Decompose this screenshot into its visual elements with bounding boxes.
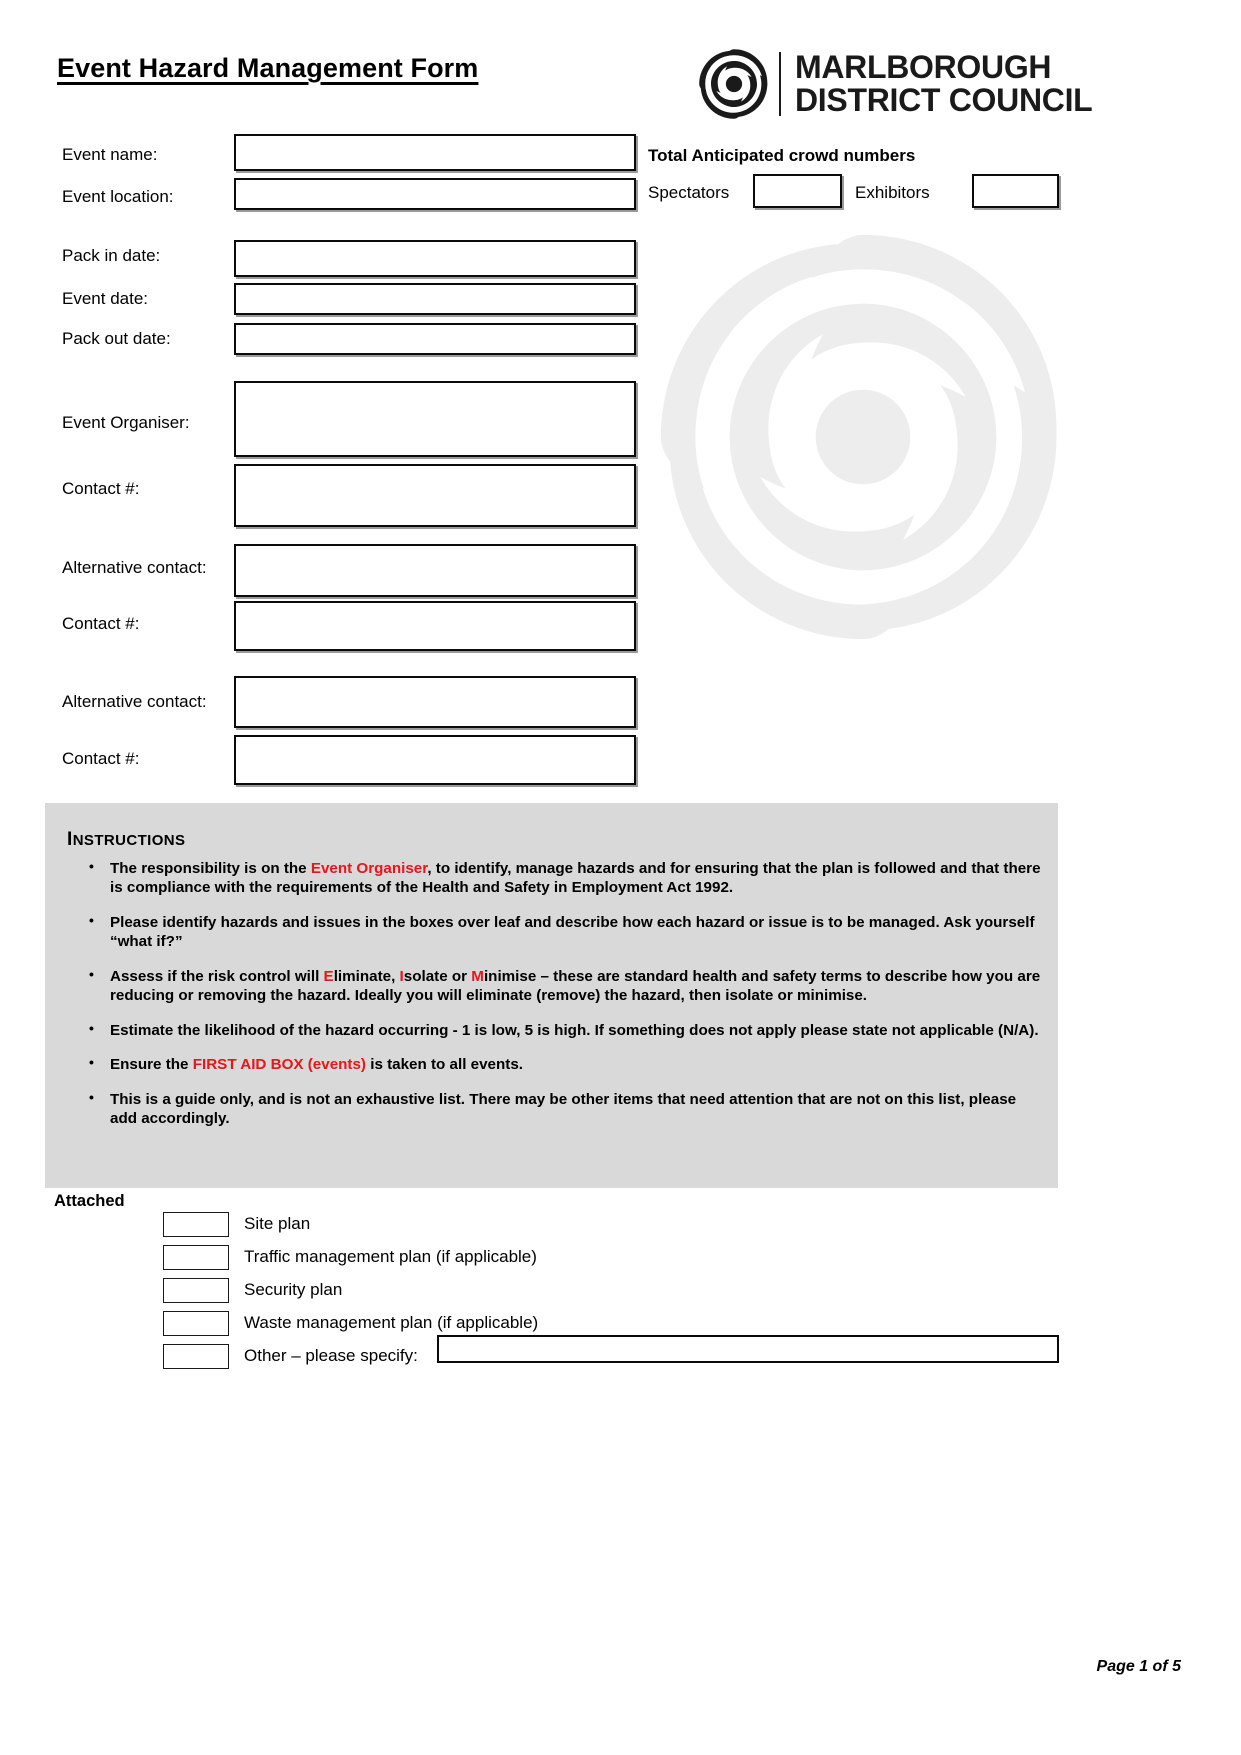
attached-label-traffic-management-plan: Traffic management plan (if applicable) (244, 1247, 537, 1266)
crowd-numbers-heading: Total Anticipated crowd numbers (648, 146, 916, 165)
instructions-list (67, 859, 1042, 1144)
input-exhibitors[interactable] (972, 174, 1059, 208)
logo-line-marlborough: MARLBOROUGH (795, 49, 1052, 86)
instruction-text: is taken to all events. (366, 1056, 523, 1074)
instruction-highlight: M (471, 967, 484, 985)
attached-row-traffic-management-plan[interactable] (163, 1244, 537, 1270)
watermark-spiral-icon (648, 222, 1078, 652)
input-contact-3[interactable] (234, 735, 636, 785)
page-number-footer: Page 1 of 5 (1096, 1658, 1181, 1675)
instruction-highlight: FIRST AID BOX (events) (192, 1056, 366, 1074)
label-pack-out-date: Pack out date: (62, 329, 171, 348)
instruction-bullet (67, 1055, 1042, 1074)
label-contact-3: Contact #: (62, 749, 140, 768)
attached-label-other: Other – please specify: (244, 1346, 418, 1365)
instruction-bullet (67, 1021, 1042, 1040)
input-pack-in-date[interactable] (234, 240, 636, 277)
instruction-bullet (67, 859, 1042, 898)
attached-label-site-plan: Site plan (244, 1214, 311, 1233)
input-contact-1[interactable] (234, 464, 636, 527)
input-other-specify[interactable] (437, 1335, 1059, 1363)
checkbox-other[interactable] (163, 1344, 229, 1369)
instruction-text: Please identify hazards and issues in the boxes over leaf and describe how each hazard or issue is to be managed. Ask yourself “what if?” (110, 913, 1035, 951)
instruction-text: inimise – these are standard health and safety terms to describe how you are reducing or removing the hazard. Ideally you will eliminate (remove) the hazard, then isolate or minimise. (110, 967, 1041, 1005)
instructions-panel (45, 803, 1058, 1188)
instruction-text: Assess if the risk control will (110, 967, 324, 985)
label-alternative-contact-1: Alternative contact: (62, 558, 207, 577)
attached-row-site-plan[interactable] (163, 1211, 310, 1237)
input-event-name[interactable] (234, 134, 636, 171)
input-alternative-contact-1[interactable] (234, 544, 636, 597)
logo-divider (779, 52, 781, 116)
instruction-highlight: I (399, 967, 404, 985)
instructions-heading (67, 829, 185, 851)
label-contact-2: Contact #: (62, 614, 140, 633)
label-spectators: Spectators (648, 183, 730, 202)
logo-line-district-council: DISTRICT COUNCIL (795, 82, 1093, 118)
checkbox-security-plan[interactable] (163, 1278, 229, 1303)
instruction-text: Ensure the (110, 1056, 193, 1074)
instruction-bullet (67, 913, 1042, 952)
attached-row-other[interactable] (163, 1343, 418, 1369)
checkbox-site-plan[interactable] (163, 1212, 229, 1237)
input-contact-2[interactable] (234, 601, 636, 651)
attached-label-security-plan: Security plan (244, 1280, 343, 1299)
attached-label-waste-management-plan: Waste management plan (if applicable) (244, 1313, 539, 1332)
input-event-date[interactable] (234, 283, 636, 315)
label-event-date: Event date: (62, 289, 149, 308)
label-pack-in-date: Pack in date: (62, 246, 161, 265)
label-event-location: Event location: (62, 187, 174, 206)
input-spectators[interactable] (753, 174, 842, 208)
instruction-text: The responsibility is on the (110, 860, 311, 877)
page-title: Event Hazard Management Form (57, 53, 479, 83)
instruction-highlight: E (323, 967, 334, 985)
label-event-organiser: Event Organiser: (62, 413, 190, 432)
input-event-location[interactable] (234, 178, 636, 210)
label-contact-1: Contact #: (62, 479, 140, 498)
instruction-text: This is a guide only, and is not an exhaustive list. There may be other items that need attention that are not on this list, please add accordingly. (110, 1090, 1017, 1128)
label-event-name: Event name: (62, 145, 158, 164)
instruction-text: Estimate the likelihood of the hazard occurring - 1 is low, 5 is high. If something does not apply please state not applicable (N/A). (110, 1021, 1039, 1039)
spiral-swirl-icon (697, 47, 771, 121)
instruction-text: , to identify, manage hazards and for ensuring that the plan is followed and that there is compliance with the requirements of the Health and Safety in Employment Act 1992. (110, 860, 1041, 897)
input-alternative-contact-2[interactable] (234, 676, 636, 728)
instruction-highlight: Event Organiser (310, 860, 428, 877)
instruction-text: solate or (403, 967, 472, 985)
attached-row-waste-management-plan[interactable] (163, 1310, 538, 1336)
logo-wordmark (795, 51, 1092, 116)
instruction-bullet (67, 1090, 1042, 1129)
input-event-organiser[interactable] (234, 381, 636, 457)
input-pack-out-date[interactable] (234, 323, 636, 355)
checkbox-waste-management-plan[interactable] (163, 1311, 229, 1336)
marlborough-district-council-logo (697, 45, 1093, 123)
instruction-bullet (67, 967, 1042, 1006)
attached-heading: Attached (54, 1192, 125, 1210)
label-alternative-contact-2: Alternative contact: (62, 692, 207, 711)
instructions-heading-rest: NSTRUCTIONS (72, 832, 186, 849)
instruction-text: liminate, (333, 967, 400, 985)
attached-row-security-plan[interactable] (163, 1277, 342, 1303)
label-exhibitors: Exhibitors (855, 183, 930, 202)
instructions-heading-cap: I (67, 829, 73, 850)
checkbox-traffic-management-plan[interactable] (163, 1245, 229, 1270)
